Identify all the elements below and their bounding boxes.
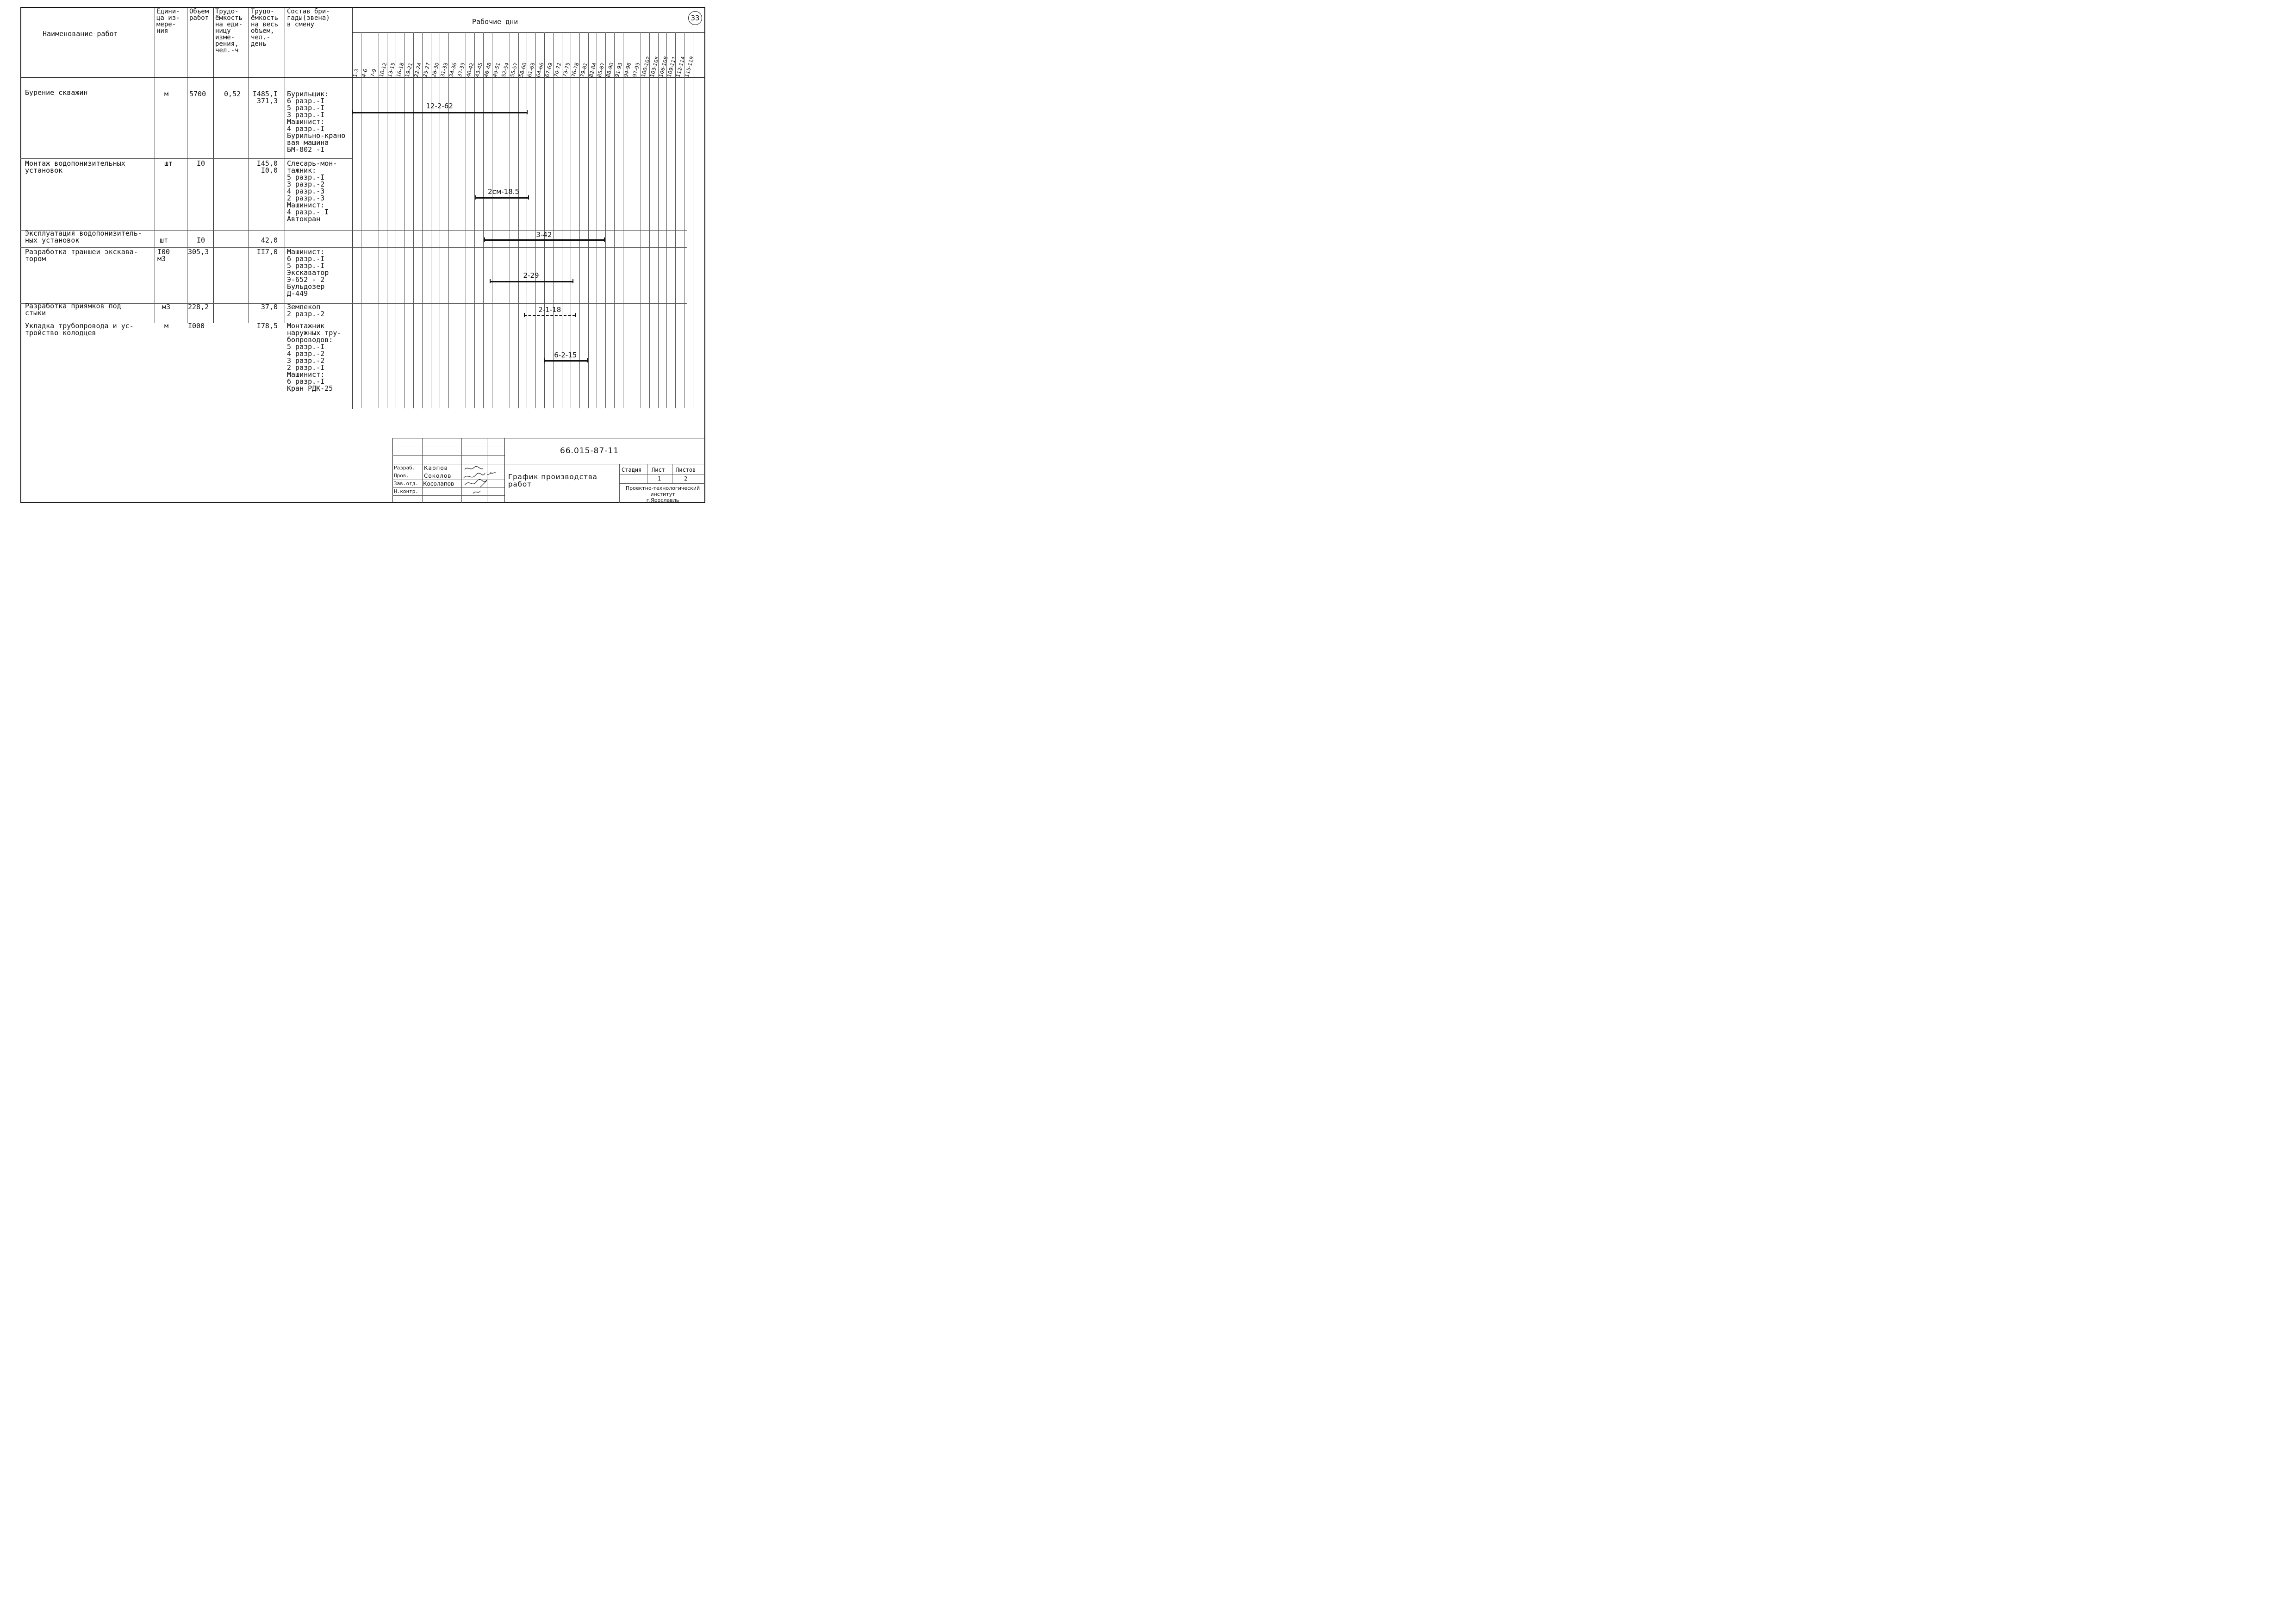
tb-line — [392, 495, 504, 496]
day-column-label: 25-27 — [422, 62, 432, 78]
day-column-header — [675, 32, 687, 79]
day-column-header — [684, 32, 696, 79]
day-column-label: 88-90 — [605, 62, 615, 78]
day-column-label: 37-39 — [456, 62, 467, 78]
day-grid-line — [448, 32, 449, 408]
row-volume: I0 — [196, 236, 205, 244]
row-volume: I0 — [196, 159, 205, 168]
row-labor-total: I78,5 — [256, 322, 278, 330]
day-column-header — [467, 32, 473, 79]
day-column-header — [397, 32, 403, 79]
sheets-value: 2 — [684, 475, 688, 482]
gantt-bar-end-tick — [484, 237, 485, 242]
day-column-header — [666, 32, 678, 79]
day-column-label: 13-15 — [386, 62, 397, 78]
row-labor-total: II7,0 — [256, 248, 278, 256]
day-column-label: 43-45 — [474, 62, 484, 78]
day-grid-line — [605, 32, 606, 408]
drawing-title: График производства работ — [508, 473, 597, 488]
column-divider — [352, 7, 353, 409]
document-code: 66.015-87-11 — [560, 446, 619, 456]
day-grid-line — [649, 32, 650, 408]
row-unit: I00 м3 — [157, 248, 170, 263]
row-crew: Бурильщик: 6 разр.-I 5 разр.-I 3 разр.-I Машинист: 4 разр.-I Бурильно-крано вая машина БМ-802 -I — [287, 90, 346, 154]
gantt-bar-label: 2см-18.5 — [488, 187, 520, 196]
gantt-bar-trench — [490, 281, 572, 282]
sheet-number-circle: 33 — [688, 11, 702, 25]
row-unit: шт — [160, 236, 168, 244]
day-column-header — [606, 32, 613, 79]
row-divider — [20, 158, 352, 159]
day-grid-line — [588, 32, 589, 408]
gantt-bar-end-tick — [475, 195, 476, 200]
day-grid-line — [474, 32, 475, 408]
gantt-bar-end-tick — [490, 279, 491, 283]
day-column-label: 40-42 — [465, 62, 475, 78]
day-column-header — [405, 32, 412, 79]
row-labor-total: I45,0 I0,0 — [256, 159, 278, 175]
day-grid-line — [666, 32, 667, 408]
day-column-label: 28-30 — [430, 62, 441, 78]
day-column-label: 109-111 — [666, 56, 678, 78]
row-unit: м3 — [162, 303, 171, 311]
day-column-header — [456, 32, 467, 79]
day-grid-line — [413, 32, 414, 408]
tb-line — [422, 438, 423, 503]
day-column-label: 112-114 — [675, 56, 687, 78]
day-column-header — [441, 32, 447, 79]
header-name: Наименование работ — [43, 30, 118, 38]
day-column-header — [633, 32, 639, 79]
row-unit: м — [164, 322, 169, 330]
day-column-label: 34-36 — [448, 62, 458, 78]
day-column-label: 46-48 — [483, 62, 493, 78]
day-column-label: 91-93 — [614, 62, 624, 78]
gantt-bar-end-tick — [604, 237, 605, 242]
role-label: Зав.отд. — [394, 481, 418, 487]
day-column-label: 4-6 — [361, 68, 369, 78]
gantt-bar-label: 2-29 — [523, 271, 539, 280]
day-column-label: 22-24 — [413, 62, 423, 78]
day-column-header — [414, 32, 421, 79]
day-column-header — [362, 32, 368, 79]
day-column-label: 7-9 — [369, 68, 378, 78]
gantt-bar-pits — [524, 315, 575, 316]
header-volume: Объем работ — [189, 8, 209, 22]
day-column-label: 55-57 — [509, 62, 519, 78]
day-column-header — [597, 32, 604, 79]
header-work-days: Рабочие дни — [472, 18, 518, 26]
gantt-bar-end-tick — [524, 313, 525, 317]
row-labor-total: 42,0 — [261, 236, 278, 244]
day-column-header — [528, 32, 534, 79]
day-grid-line — [544, 32, 545, 408]
day-grid-line — [518, 32, 519, 408]
day-column-label: 49-51 — [492, 62, 502, 78]
row-crew: Слесарь-мон- тажник: 5 разр.-I 3 разр.-2 4 разр.-3 2 разр.-3 Машинист: 4 разр.- I Автокран — [287, 159, 337, 223]
tb-line — [392, 455, 504, 456]
day-column-header — [380, 32, 386, 79]
gantt-bar-label: 6-2-15 — [554, 351, 577, 359]
day-column-header — [430, 32, 441, 79]
day-column-label: 31-33 — [439, 62, 449, 78]
day-column-label: 52-54 — [500, 62, 510, 78]
row-volume: 228,2 — [188, 303, 209, 311]
day-column-header — [553, 32, 563, 79]
row-unit: шт — [164, 159, 173, 168]
gantt-bar-end-tick — [544, 358, 545, 362]
gantt-bar-end-tick — [352, 110, 353, 114]
day-column-label: 64-66 — [535, 62, 545, 78]
gantt-bar-operation — [484, 239, 604, 241]
day-column-label: 67-69 — [544, 62, 554, 78]
gantt-bar-label: 2-1-18 — [538, 306, 561, 314]
row-name: Монтаж водопонизительных установок — [25, 159, 125, 175]
row-name: Разработка траншеи экскава- тором — [25, 248, 138, 263]
header-unit: Едини- ца из- мере- ния — [156, 8, 180, 35]
tb-line — [392, 438, 393, 503]
gantt-bar-label: 3-42 — [536, 231, 552, 239]
row-volume: I000 — [188, 322, 205, 330]
day-column-label: 61-63 — [526, 62, 536, 78]
signer-name: Косолапов — [423, 481, 454, 487]
row-unit: м — [164, 90, 169, 98]
day-column-label: 16-18 — [395, 62, 405, 78]
day-column-header — [519, 32, 526, 79]
day-grid-line — [422, 32, 423, 408]
day-column-label: 76-78 — [570, 62, 580, 78]
day-column-label: 73-75 — [561, 62, 572, 78]
day-column-header — [640, 32, 652, 79]
row-crew: Монтажник наружных тру- бопроводов: 5 разр.-I 4 разр.-2 3 разр.-2 2 разр.-I Машинист: 6 разр.-I Кран РДК-25 — [287, 322, 342, 393]
gantt-bar-pipeline — [544, 360, 587, 362]
day-column-header — [492, 32, 502, 79]
row-name: Разработка приямков под стыки — [25, 302, 121, 317]
day-column-label: 100-102 — [640, 56, 652, 78]
signer-name: Соколов — [424, 473, 452, 479]
day-column-header — [510, 32, 517, 79]
day-column-header — [572, 32, 578, 79]
day-column-label: 103-105 — [649, 56, 660, 78]
day-column-header — [475, 32, 482, 79]
gantt-bar-installation — [475, 197, 528, 199]
row-name: Эксплуатация водопонизитель- ных установок — [25, 229, 142, 244]
row-volume: 5700 — [189, 90, 206, 98]
day-column-label: 82-84 — [587, 62, 597, 78]
day-column-header — [649, 32, 660, 79]
row-volume: 305,3 — [188, 248, 209, 256]
day-column-label: 19-21 — [404, 62, 414, 78]
gantt-bar-end-tick — [527, 110, 528, 114]
day-column-header — [386, 32, 397, 79]
tb-line — [619, 483, 705, 484]
day-column-label: 85-87 — [596, 62, 606, 78]
header-labor-total: Трудо- ёмкость на весь объем, чел.- день — [251, 8, 279, 48]
row-labor-total: I485,I 371,3 — [252, 90, 278, 105]
row-labor-unit: 0,52 — [224, 90, 241, 98]
day-column-header — [353, 32, 360, 79]
day-grid-line — [614, 32, 615, 408]
day-grid-line — [535, 32, 536, 408]
day-column-header — [449, 32, 456, 79]
day-column-header — [561, 32, 572, 79]
day-column-header — [615, 32, 622, 79]
column-divider — [213, 7, 214, 323]
day-column-header — [580, 32, 587, 79]
day-grid-line — [579, 32, 580, 408]
day-column-label: 10-12 — [378, 62, 388, 78]
day-column-header — [484, 32, 491, 79]
role-label: Пров. — [394, 473, 410, 479]
day-column-header — [371, 32, 377, 79]
gantt-bar-drilling — [352, 112, 527, 113]
organization: Проектно-технологический институт г.Ярославль — [625, 485, 700, 503]
row-labor-total: 37,0 — [261, 303, 278, 311]
day-column-header — [422, 32, 432, 79]
signatures — [462, 465, 504, 495]
day-column-header — [545, 32, 552, 79]
row-name: Бурение скважин — [25, 88, 88, 97]
day-column-header — [589, 32, 596, 79]
day-column-header — [622, 32, 633, 79]
day-grid-line — [483, 32, 484, 408]
role-label: Разраб. — [394, 465, 416, 471]
day-column-label: 115-119 — [684, 56, 696, 78]
row-crew: Машинист: 6 разр.-I 5 разр.-I Экскаватор Э-652 - 2 Бульдозер Д-449 — [287, 248, 329, 298]
gantt-bar-end-tick — [575, 313, 576, 317]
day-column-label: 79-81 — [579, 62, 589, 78]
gantt-bar-end-tick — [528, 195, 529, 200]
signer-name: Карпов — [424, 465, 448, 471]
tb-line — [504, 438, 505, 503]
sheet-label: Лист — [652, 467, 665, 473]
header-crew: Состав бри- гады(звена) в смену — [287, 8, 330, 28]
day-column-header — [657, 32, 669, 79]
day-column-label: 94-96 — [622, 62, 633, 78]
sheets-label: Листов — [676, 467, 696, 473]
day-column-label: 106-108 — [657, 56, 669, 78]
row-name: Укладка трубопровода и ус- тройство колодцев — [25, 322, 134, 337]
gantt-bar-end-tick — [587, 358, 588, 362]
day-column-label: 58-60 — [518, 62, 528, 78]
row-crew: Землекоп 2 разр.-2 — [287, 303, 325, 318]
day-grid-line — [404, 32, 405, 408]
header-labor-unit: Трудо- ёмкость на еди- ницу изме- рения, чел.-ч — [215, 8, 243, 54]
gantt-bar-label: 12-2-62 — [426, 102, 453, 110]
gantt-bar-end-tick — [572, 279, 573, 283]
day-grid-line — [658, 32, 659, 408]
day-column-label: 70-72 — [553, 62, 563, 78]
day-grid-line — [675, 32, 676, 408]
day-column-header — [536, 32, 543, 79]
day-column-header — [502, 32, 508, 79]
day-column-label: 97-99 — [631, 62, 641, 78]
sheet-value: 1 — [658, 475, 661, 482]
day-column-label: 1-3 — [352, 68, 360, 78]
role-label: Н.контр. — [394, 488, 418, 494]
stage-label: Стадия — [622, 467, 642, 473]
